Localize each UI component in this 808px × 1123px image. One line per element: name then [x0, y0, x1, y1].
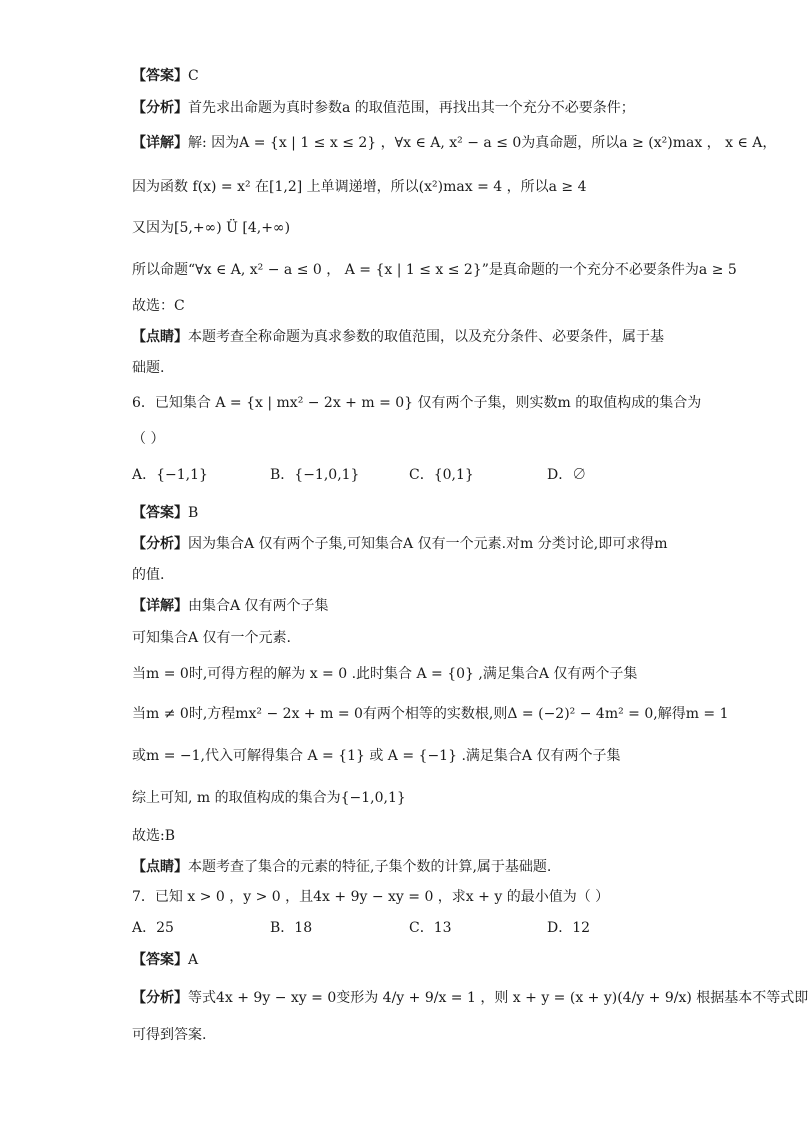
line-text: 7．已知 x > 0 ，y > 0 ，且4x + 9y − xy = 0 ，求x + y 的最小值为（ ） [132, 889, 610, 905]
text-line [132, 857, 672, 877]
section-tag: 【分析】 [132, 990, 188, 1006]
line-text: 故选:B [132, 828, 176, 844]
line-text: 因为函数 f(x) = x² 在[1,2] 上单调递增，所以(x²)max = 4 ，所以a ≥ 4 [132, 179, 587, 195]
text-line [132, 704, 729, 724]
line-text: 综上可知, m 的取值构成的集合为{−1,0,1} [132, 790, 406, 806]
q6-option-d: D．∅ [547, 467, 587, 483]
line-text: 6．已知集合 A = {x | mx² − 2x + m = 0} 仅有两个子集，则实数m 的取值构成的集合为 [132, 395, 702, 411]
text-line [132, 260, 737, 280]
text-line [132, 218, 672, 238]
text-line [132, 664, 672, 684]
text-line [132, 988, 808, 1008]
text-line [132, 1025, 672, 1045]
text-line [132, 565, 672, 585]
text-line [132, 98, 672, 118]
line-text: 当m = 0时,可得方程的解为 x = 0 .此时集合 A = {0} ,满足集合A 仅有两个子集 [132, 666, 638, 682]
section-tag: 【分析】 [132, 536, 188, 552]
text-line [132, 534, 672, 554]
section-tag: 【分析】 [132, 100, 188, 116]
q7-option-a: A．25 [132, 920, 174, 936]
section-tag: 【点睛】 [132, 329, 188, 345]
line-text: 或m = −1,代入可解得集合 A = {1} 或 A = {−1} .满足集合A 仅有两个子集 [132, 748, 621, 764]
q6-option-a: A．{−1,1} [132, 467, 208, 483]
text-line [132, 66, 672, 86]
text-line [132, 358, 672, 378]
q7-option-c: C．13 [409, 920, 452, 936]
line-text: 的值. [132, 567, 165, 583]
text-line [132, 503, 672, 523]
section-tag: 【详解】 [132, 598, 188, 614]
text-line [132, 133, 777, 153]
line-text: 首先求出命题为真时参数a 的取值范围，再找出其一个充分不必要条件； [188, 100, 635, 116]
text-line [132, 746, 672, 766]
line-text: 由集合A 仅有两个子集 [188, 598, 329, 614]
section-tag: 【答案】 [132, 68, 188, 84]
q6-option-b: B．{−1,0,1} [270, 467, 360, 483]
line-text: （ ） [132, 431, 165, 447]
text-line [132, 788, 672, 808]
line-text: 础题. [132, 360, 165, 376]
line-text: 本题考查了集合的元素的特征,子集个数的计算,属于基础题. [188, 859, 552, 875]
text-line [132, 950, 672, 970]
text-line [132, 296, 672, 316]
line-text: B [188, 505, 199, 521]
line-text: 所以命题“∀x ∈ A, x² − a ≤ 0 ， A = {x | 1 ≤ x ≤ 2}”是真命题的一个充分不必要条件为a ≥ 5 [132, 262, 737, 278]
q7-option-d: D．12 [547, 920, 591, 936]
text-line [132, 596, 672, 616]
q7-option-b: B．18 [270, 920, 313, 936]
line-text: 当m ≠ 0时,方程mx² − 2x + m = 0有两个相等的实数根,则Δ = (−2)² − 4m² = 0,解得m = 1 [132, 706, 729, 722]
text-line [132, 393, 702, 413]
line-text: 又因为[5,+∞) Ü [4,+∞) [132, 220, 291, 236]
text-line [132, 826, 672, 846]
section-tag: 【点睛】 [132, 859, 188, 875]
q6-option-c: C．{0,1} [409, 467, 474, 483]
line-text: 可知集合A 仅有一个元素. [132, 630, 292, 646]
text-line [132, 628, 672, 648]
text-line [132, 177, 672, 197]
line-text: 等式4x + 9y − xy = 0变形为 4/y + 9/x = 1 ，则 x + y = (x + y)(4/y + 9/x) 根据基本不等式即 [188, 990, 808, 1006]
line-text: A [188, 952, 199, 968]
line-text: C [188, 68, 199, 84]
line-text: 解: 因为A = {x | 1 ≤ x ≤ 2} ，∀x ∈ A, x² − a ≤ 0为真命题，所以a ≥ (x²)max ， x ∈ A， [188, 135, 777, 151]
line-text: 故选：C [132, 298, 185, 314]
text-line [132, 887, 672, 907]
line-text: 可得到答案. [132, 1027, 207, 1043]
text-line [132, 327, 672, 347]
line-text: 本题考查全称命题为真求参数的取值范围，以及充分条件、必要条件，属于基 [188, 329, 664, 345]
section-tag: 【答案】 [132, 505, 188, 521]
section-tag: 【答案】 [132, 952, 188, 968]
text-line [132, 429, 672, 449]
section-tag: 【详解】 [132, 135, 188, 151]
line-text: 因为集合A 仅有两个子集,可知集合A 仅有一个元素.对m 分类讨论,即可求得m [188, 536, 668, 552]
